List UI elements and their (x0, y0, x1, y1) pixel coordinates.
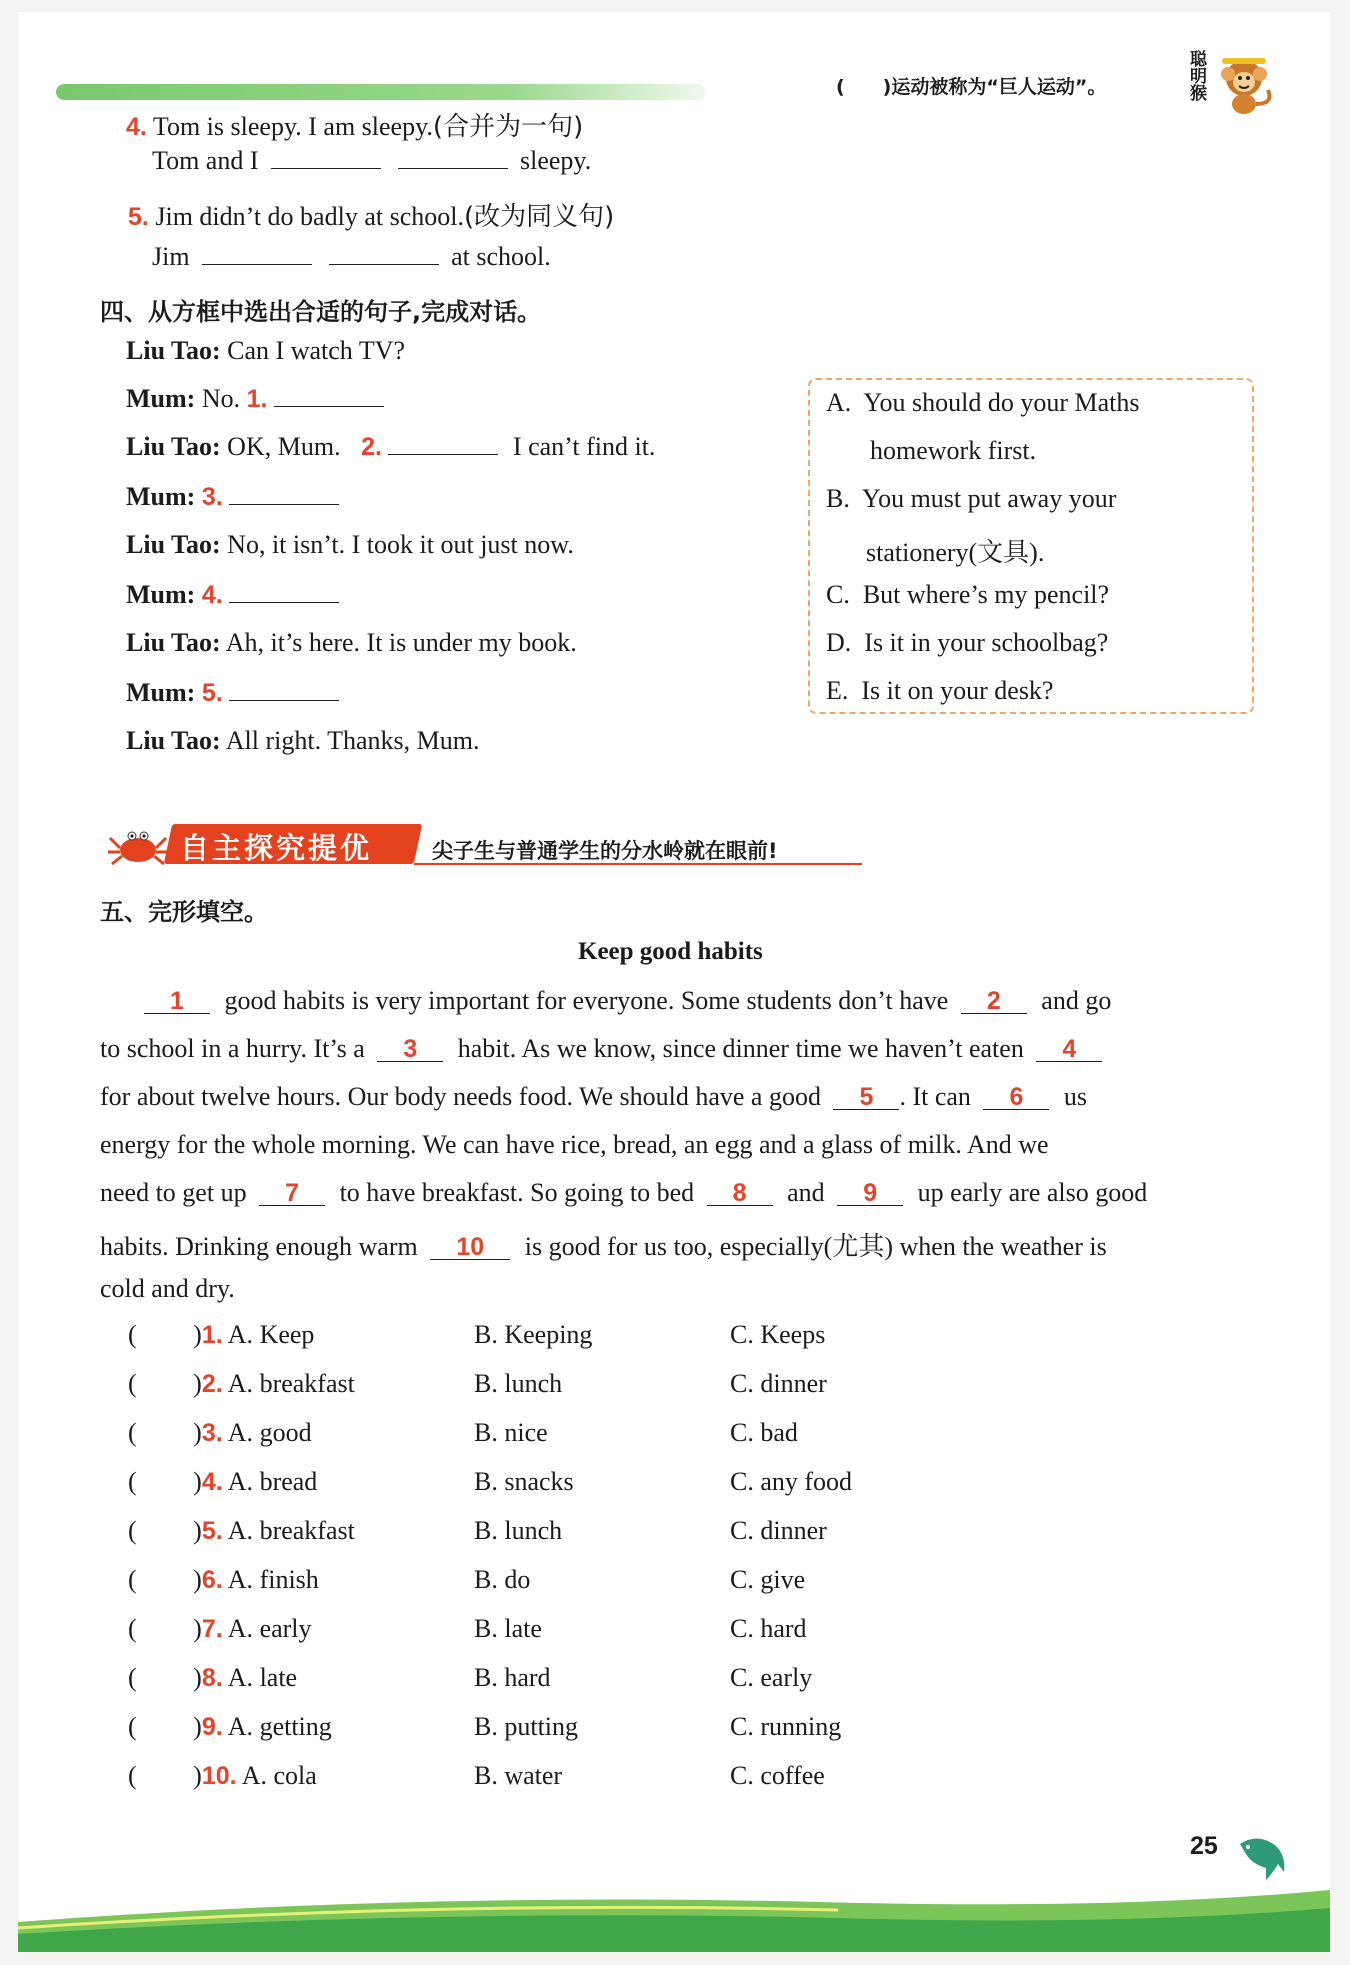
blank-number: 4. (201, 581, 223, 609)
letter: A. (227, 1320, 254, 1349)
item-number: 5. (128, 203, 149, 231)
option-b-cont: stationery(文具). (866, 538, 1045, 567)
passage-text: for about twelve hours. Our body needs food. We should have a good (100, 1082, 821, 1111)
speaker: Mum: (126, 678, 196, 707)
option-c-text: dinner (760, 1369, 827, 1398)
option-text: Is it in your schoolbag? (864, 628, 1109, 657)
passage-line (100, 1130, 1049, 1160)
choice-c[interactable] (730, 1712, 841, 1742)
choice-row[interactable]: ( )4. A. bread (128, 1467, 318, 1496)
letter: A. (227, 1712, 254, 1741)
option-b-text: lunch (504, 1516, 563, 1545)
choice-row[interactable]: ( )6. A. finish (128, 1565, 319, 1594)
q3-answer-4 (152, 146, 591, 176)
dialog-line (126, 336, 405, 366)
passage-text: and (787, 1178, 825, 1207)
choice-number: 6. (201, 1566, 223, 1594)
option-c-text: give (760, 1565, 806, 1594)
answer-blank[interactable] (229, 678, 339, 701)
option-a-text[interactable]: good (259, 1418, 312, 1447)
item-sentence: Tom is sleepy. I am sleepy. (152, 112, 433, 141)
option-a-text[interactable]: finish (259, 1565, 319, 1594)
choice-number: 5. (201, 1517, 223, 1545)
choice-b[interactable] (474, 1712, 578, 1742)
choice-c[interactable] (730, 1614, 807, 1644)
section5-heading: 五、完形填空。 (100, 898, 268, 926)
option-letter: D. (826, 628, 852, 657)
passage-text: is good for us too, especially(尤其) when the weather is (524, 1232, 1107, 1261)
option-c-text: any food (760, 1467, 853, 1496)
option-a-text[interactable]: bread (259, 1467, 318, 1496)
choice-c[interactable] (730, 1516, 827, 1546)
choice-row[interactable]: ( )2. A. breakfast (128, 1369, 355, 1398)
passage-text: to school in a hurry. It’s a (100, 1034, 365, 1063)
dialog-text: Ah, it’s here. It is under my book. (225, 628, 577, 657)
item-instruction: (合并为一句) (432, 112, 584, 142)
passage-text: need to get up (100, 1178, 247, 1207)
option-b-text: nice (504, 1418, 548, 1447)
option-b-text: water (504, 1761, 563, 1790)
banner-subtitle: 尖子生与普通学生的分水岭就在眼前! (432, 839, 778, 863)
dialog-text: No. (201, 384, 241, 413)
choice-number: 9. (201, 1713, 223, 1741)
blank-number[interactable]: 10 (456, 1233, 485, 1261)
letter: C. (730, 1467, 754, 1496)
blank-number: 5. (201, 679, 223, 707)
letter: C. (730, 1516, 754, 1545)
choice-b[interactable] (474, 1761, 562, 1791)
letter: B. (474, 1467, 498, 1496)
blank-number: 2. (361, 433, 382, 461)
footer-wave (18, 1882, 1330, 1952)
option-e (826, 676, 1053, 706)
choice-row[interactable]: ( )7. A. early (128, 1614, 312, 1643)
choice-c[interactable] (730, 1467, 852, 1497)
choice-number: 2. (201, 1370, 223, 1398)
speaker: Liu Tao: (126, 432, 221, 461)
letter: C. (730, 1761, 754, 1790)
passage-line (100, 1034, 1102, 1064)
letter: C. (730, 1663, 754, 1692)
brand-char: 明 (1190, 67, 1207, 87)
letter: A. (227, 1369, 254, 1398)
choices-list (18, 1320, 1330, 1800)
item-sentence: Jim didn’t do badly at school. (155, 202, 464, 231)
blank-number: 3. (201, 483, 223, 511)
letter: B. (474, 1516, 498, 1545)
dialog-line (126, 482, 339, 512)
blank-number[interactable]: 4 (1062, 1035, 1077, 1063)
choice-b[interactable] (474, 1418, 548, 1448)
answer-blank[interactable] (274, 384, 384, 407)
choice-c[interactable] (730, 1663, 812, 1693)
option-letter: E. (826, 676, 849, 705)
answer-blank[interactable] (229, 482, 339, 505)
blank-number[interactable]: 5 (859, 1083, 874, 1111)
option-a-cont: homework first. (870, 436, 1037, 465)
answer-blank[interactable] (398, 146, 508, 169)
speaker: Liu Tao: (126, 336, 221, 365)
letter: A. (227, 1663, 254, 1692)
speaker: Mum: (126, 384, 196, 413)
letter: C. (730, 1369, 754, 1398)
letter: A. (227, 1565, 254, 1594)
letter: A. (241, 1761, 267, 1790)
option-letter: A. (826, 388, 852, 417)
letter: C. (730, 1418, 754, 1447)
speaker: Mum: (126, 580, 196, 609)
blank-number[interactable]: 8 (732, 1179, 747, 1207)
choice-row[interactable]: ( )10. A. cola (128, 1761, 317, 1790)
option-c-text: early (760, 1663, 813, 1692)
passage-text: cold and dry. (100, 1274, 235, 1303)
blank-number[interactable]: 7 (285, 1179, 300, 1207)
dialog-line (126, 384, 384, 414)
passage-line (100, 986, 1111, 1016)
option-a (826, 388, 1140, 418)
option-text: Is it on your desk? (861, 676, 1054, 705)
blank-number[interactable]: 1 (170, 987, 184, 1015)
option-a-text[interactable]: breakfast (259, 1516, 355, 1545)
choice-row[interactable]: ( )1. A. Keep (128, 1320, 315, 1349)
choice-row[interactable]: ( )9. A. getting (128, 1712, 332, 1741)
letter: C. (730, 1712, 754, 1741)
option-c-text: dinner (760, 1516, 827, 1545)
option-b-text: Keeping (504, 1320, 593, 1349)
choice-b[interactable] (474, 1565, 530, 1595)
choice-number: 4. (201, 1468, 223, 1496)
answer-blank[interactable] (329, 242, 439, 265)
item-number: 4. (126, 113, 147, 141)
dialog-text: OK, Mum. (227, 432, 341, 461)
option-b-text: hard (504, 1663, 551, 1692)
choice-number: 1. (201, 1321, 223, 1349)
choice-number: 7. (201, 1615, 223, 1643)
workbook-page (18, 12, 1330, 1952)
q3-item-5 (128, 196, 614, 233)
speaker: Liu Tao: (126, 726, 221, 755)
choice-b[interactable] (474, 1369, 562, 1399)
option-text: You must put away your (861, 484, 1117, 513)
option-c-text: hard (760, 1614, 807, 1643)
choice-row[interactable]: ( )3. A. good (128, 1418, 312, 1447)
option-text: But where’s my pencil? (862, 580, 1110, 609)
passage-title: Keep good habits (578, 938, 763, 965)
option-a-text[interactable]: breakfast (259, 1369, 355, 1398)
letter: B. (474, 1614, 498, 1643)
option-b-text: putting (504, 1712, 579, 1741)
q3-answer-5 (152, 242, 551, 272)
answer-prefix: Tom and I (152, 146, 259, 175)
passage-text: habit. As we know, since dinner time we haven’t eaten (457, 1034, 1024, 1063)
letter: A. (227, 1467, 254, 1496)
choice-c[interactable] (730, 1418, 798, 1448)
answer-prefix: Jim (152, 242, 190, 271)
choice-b[interactable] (474, 1320, 592, 1350)
option-c-text: Keeps (760, 1320, 826, 1349)
answer-blank[interactable] (271, 146, 381, 169)
dialog-text: No, it isn’t. I took it out just now. (227, 530, 574, 559)
option-b (826, 484, 1116, 514)
option-letter: B. (826, 484, 850, 513)
blank-number[interactable]: 3 (403, 1035, 418, 1063)
dialog-line (126, 628, 577, 658)
option-text: You should do your Maths (863, 388, 1140, 417)
letter: C. (730, 1614, 754, 1643)
passage-text: good habits is very important for everyone. Some students don’t have (224, 986, 949, 1015)
dialog-text: I can’t find it. (512, 432, 656, 461)
passage-text: habits. Drinking enough warm (100, 1232, 418, 1261)
crab-icon (106, 826, 170, 866)
passage-text: . It can (899, 1082, 971, 1111)
brand-char: 聪 (1190, 50, 1207, 70)
passage-line (100, 1274, 235, 1304)
letter: A. (227, 1418, 254, 1447)
passage-text: energy for the whole morning. We can have rice, bread, an egg and a glass of milk. And we (100, 1130, 1049, 1159)
option-a-text[interactable]: cola (273, 1761, 317, 1790)
dialog-line (126, 726, 480, 756)
blank-number[interactable]: 2 (986, 987, 1001, 1015)
letter: C. (730, 1320, 754, 1349)
choice-b[interactable] (474, 1614, 542, 1644)
q3-item-4 (126, 106, 583, 143)
letter: B. (474, 1565, 498, 1594)
option-a-text[interactable]: Keep (259, 1320, 315, 1349)
answer-suffix: at school. (451, 242, 551, 271)
banner-title: 自主探究提优 (180, 831, 373, 865)
passage-line (100, 1178, 1147, 1208)
letter: B. (474, 1369, 498, 1398)
passage-text: up early are also good (917, 1178, 1148, 1207)
option-a-text[interactable]: getting (259, 1712, 332, 1741)
choice-b[interactable] (474, 1516, 562, 1546)
letter: B. (474, 1712, 498, 1741)
choice-row[interactable]: ( )5. A. breakfast (128, 1516, 355, 1545)
option-b-text: do (504, 1565, 531, 1594)
passage-line (100, 1226, 1107, 1263)
section4-heading: 四、从方框中选出合适的句子,完成对话。 (100, 298, 542, 326)
speaker: Liu Tao: (126, 530, 221, 559)
option-c-text: bad (760, 1418, 798, 1447)
answer-blank[interactable] (229, 580, 339, 603)
option-a-text[interactable]: early (259, 1614, 312, 1643)
answer-blank[interactable] (202, 242, 312, 265)
header-quiz: ( )运动被称为“巨人运动”。 (836, 76, 1107, 98)
speaker: Liu Tao: (126, 628, 221, 657)
option-letter: C. (826, 580, 850, 609)
choice-c[interactable] (730, 1369, 827, 1399)
option-b-text: lunch (504, 1369, 563, 1398)
dialog-line (126, 580, 339, 610)
letter: B. (474, 1320, 498, 1349)
passage-line (100, 1082, 1087, 1112)
dialog-line (126, 432, 655, 462)
option-a-text[interactable]: late (259, 1663, 298, 1692)
option-c-text: running (760, 1712, 842, 1741)
option-c-text: coffee (760, 1761, 825, 1790)
page-number: 25 (1190, 1832, 1218, 1860)
choice-b[interactable] (474, 1663, 551, 1693)
option-b-text: snacks (504, 1467, 574, 1496)
letter: B. (474, 1418, 498, 1447)
letter: A. (227, 1614, 254, 1643)
speaker: Mum: (126, 482, 196, 511)
choice-number: 10. (201, 1762, 237, 1790)
letter: B. (474, 1761, 498, 1790)
dialog-text: All right. Thanks, Mum. (225, 726, 480, 755)
item-instruction: (改为同义句) (463, 202, 615, 232)
brand-text (1190, 52, 1212, 103)
passage-text: to have breakfast. So going to bed (339, 1178, 695, 1207)
passage-text: us (1063, 1082, 1088, 1111)
blank-number: 1. (246, 385, 268, 413)
option-c (826, 580, 1109, 610)
choice-number: 3. (201, 1419, 223, 1447)
choice-c[interactable] (730, 1320, 825, 1350)
brand-char: 猴 (1190, 84, 1207, 104)
choice-b[interactable] (474, 1467, 574, 1497)
answer-suffix: sleepy. (520, 146, 592, 175)
header-strip (56, 84, 706, 100)
dialog-line (126, 530, 574, 560)
dialog-text: Can I watch TV? (227, 336, 406, 365)
choice-c[interactable] (730, 1761, 825, 1791)
choice-number: 8. (201, 1664, 223, 1692)
blank-number[interactable]: 9 (863, 1179, 878, 1207)
letter: A. (227, 1516, 254, 1545)
blank-number[interactable]: 6 (1009, 1083, 1024, 1111)
choice-row[interactable]: ( )8. A. late (128, 1663, 298, 1692)
monkey-icon (1210, 52, 1280, 118)
choice-c[interactable] (730, 1565, 805, 1595)
dolphin-icon (1234, 1830, 1294, 1884)
letter: C. (730, 1565, 754, 1594)
passage-text: and go (1041, 986, 1112, 1015)
answer-blank[interactable] (388, 432, 498, 455)
option-d (826, 628, 1108, 658)
letter: B. (474, 1663, 498, 1692)
option-b-text: late (504, 1614, 542, 1643)
dialog-line (126, 678, 339, 708)
